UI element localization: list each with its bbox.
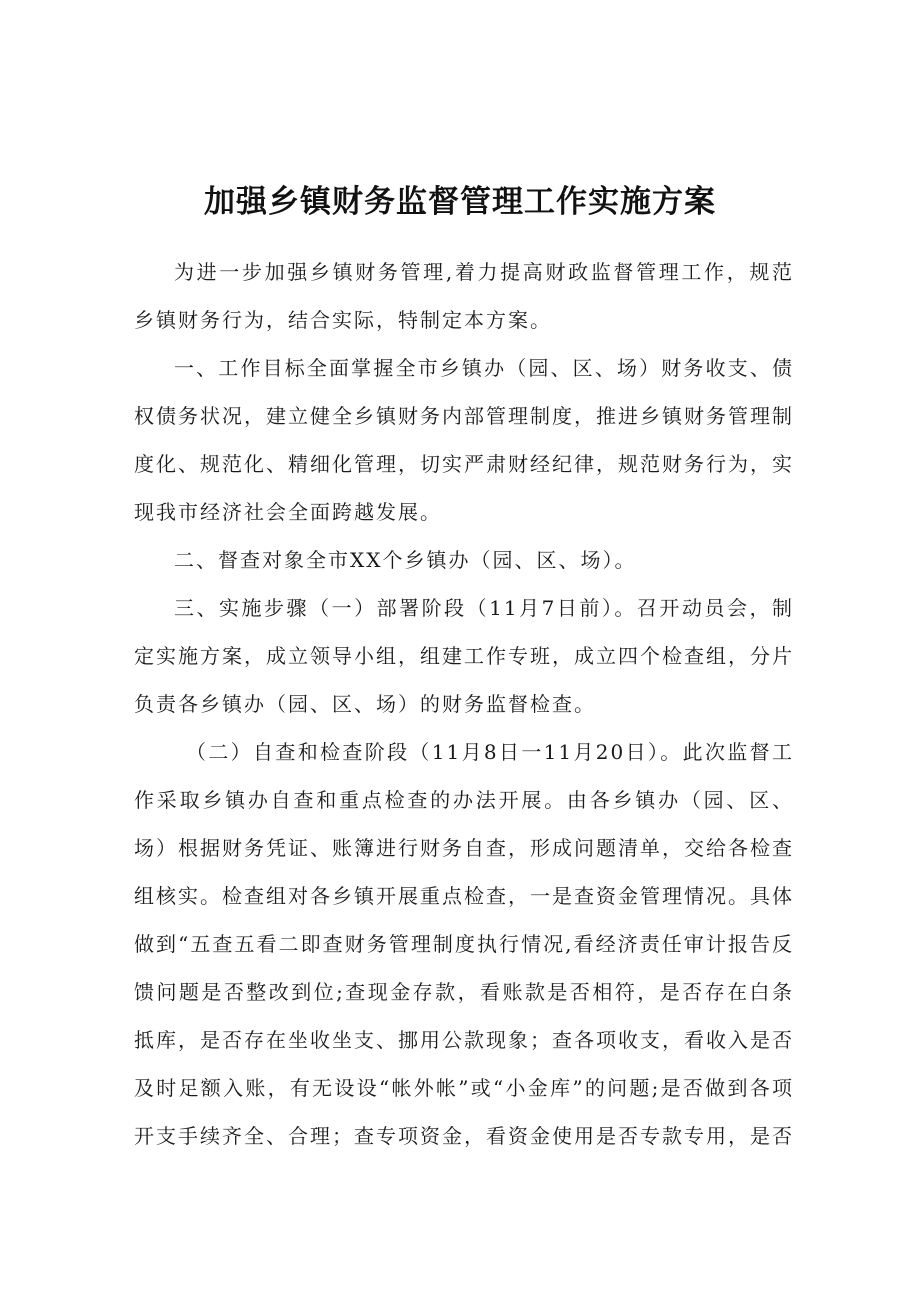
paragraph-targets: 二、督查对象全市XX个乡镇办（园、区、场）。 [174, 548, 637, 572]
paragraph-intro: 为进一步加强乡镇财务管理,着力提高财政监督管理工作，规范乡镇财务行为，结合实际，特制定本方案。 [134, 260, 794, 332]
document-title: 加强乡镇财务监督管理工作实施方案 [204, 184, 716, 220]
paragraph-steps-deploy: 三、实施步骤（一）部署阶段（11月7日前）。召开动员会，制定实施方案，成立领导小组，组建工作专班，成立四个检查组，分片负责各乡镇办（园、区、场）的财务监督检查。 [134, 596, 794, 716]
paragraph-steps-inspection: （二）自查和检查阶段（11月8日一11月20日）。此次监督工作采取乡镇办自查和重点检查的办法开展。由各乡镇办（园、区、场）根据财务凭证、账簿进行财务自查，形成问题清单，交给各检查组核实。检查组对各乡镇开展重点检查，一是查资金管理情况。具体做到“五查五看二即查财务管理制度执行情况,看经济责任审计报告反馈问题是否整改到位;查现金存款，看账款是否相符，是否存在白条抵库，是否存在坐收坐支、挪用公款现象；查各项收支，看收入是否及时足额入账，有无设设“帐外帐”或“小金库”的问题;是否做到各项开支手续齐全、合理；查专项资金，看资金使用是否专款专用，是否 [134, 740, 794, 1148]
document-body [134, 248, 794, 1160]
paragraph-goals: 一、工作目标全面掌握全市乡镇办（园、区、场）财务收支、债权债务状况，建立健全乡镇财务内部管理制度，推进乡镇财务管理制度化、规范化、精细化管理，切实严肃财经纪律，规范财务行为，实现我市经济社会全面跨越发展。 [134, 356, 794, 524]
